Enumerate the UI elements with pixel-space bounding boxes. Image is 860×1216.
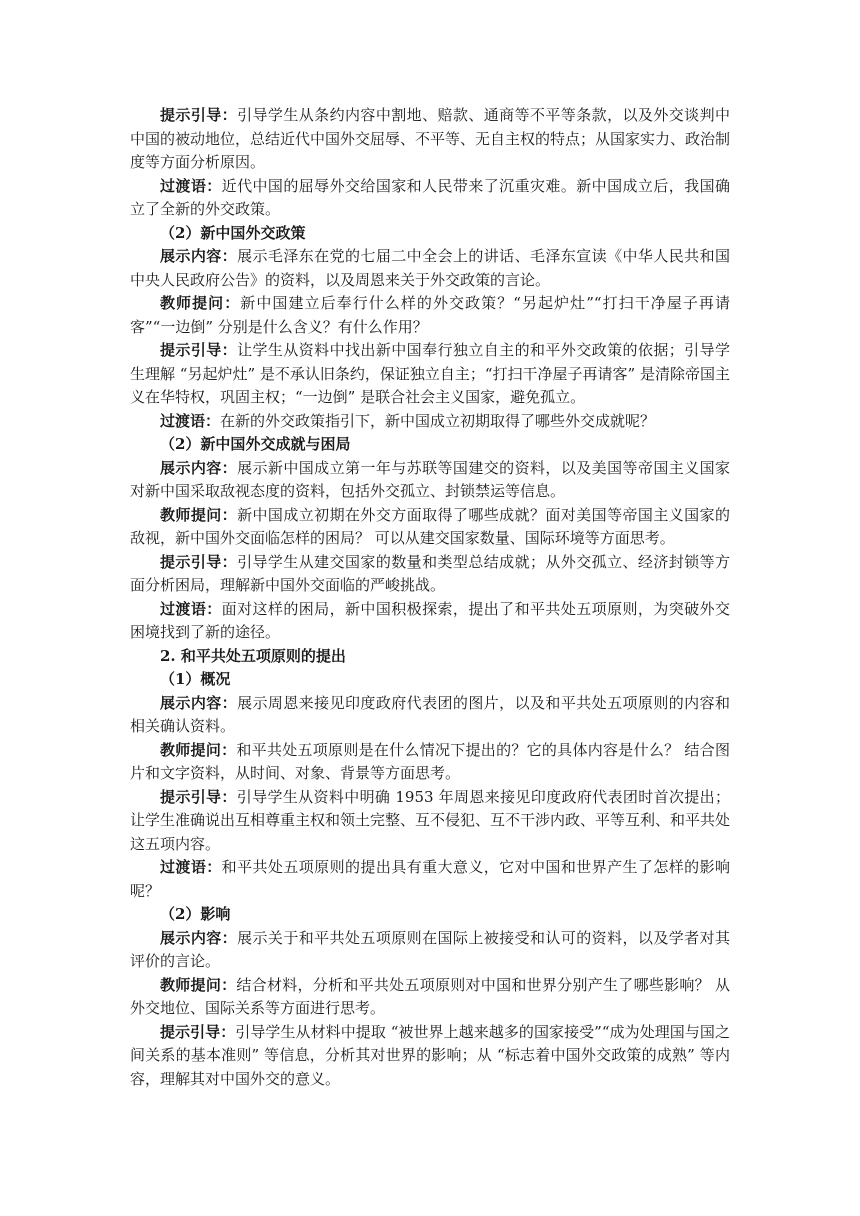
paragraph-guidance [130, 104, 730, 175]
paragraph-display [130, 245, 730, 292]
paragraph-label: 展示内容： [160, 693, 238, 712]
paragraph-guidance [130, 1021, 730, 1092]
paragraph-label: 展示内容： [160, 247, 238, 265]
paragraph-label: 教师提问： [160, 505, 238, 524]
paragraph-label: 教师提问： [160, 740, 237, 759]
paragraph-text: 让学生从资料中找出新中国奉行独立自主的和平外交政策的依据；引导学生理解 “另起炉灶” 是不承认旧条约，保证独立自主；“打扫干净屋子再请客” 是清除帝国主义在华特权，巩固主权；“一边倒” 是联合社会主义国家，避免孤立。 [130, 341, 730, 406]
paragraph-text: 引导学生从材料中提取 “被世界上越来越多的国家接受”“成为处理国与国之间关系的基本准则” 等信息，分析其对世界的影响；从 “标志着中国外交政策的成熟” 等内容，理解其对中国外交的意义。 [130, 1022, 730, 1088]
paragraph-display [130, 927, 730, 974]
paragraph-label: 教师提问： [160, 294, 241, 312]
paragraph-label: 提示引导： [160, 787, 237, 806]
paragraph-text: 展示关于和平共处五项原则在国际上被接受和认可的资料，以及学者对其评价的言论。 [130, 928, 730, 970]
paragraph-label: 展示内容： [160, 928, 238, 947]
paragraph-question [130, 974, 730, 1021]
paragraph-text: 和平共处五项原则是在什么情况下提出的？它的具体内容是什么？ 结合图片和文字资料，从时间、对象、背景等方面思考。 [130, 740, 730, 782]
lesson-plan-body [130, 104, 730, 1091]
paragraph-text: 结合材料，分析和平共处五项原则对中国和世界分别产生了哪些影响？ 从外交地位、国际关系等方面进行思考。 [130, 975, 730, 1017]
paragraph-text: 近代中国的屈辱外交给国家和人民带来了沉重灾难。新中国成立后，我国确立了全新的外交政策。 [130, 176, 730, 218]
paragraph-display [130, 692, 730, 739]
paragraph-text: 展示周恩来接见印度政府代表团的图片，以及和平共处五项原则的内容和相关确认资料。 [130, 693, 730, 735]
paragraph-guidance [130, 551, 730, 598]
paragraph-text: 面对这样的困局，新中国积极探索，提出了和平共处五项原则，为突破外交困境找到了新的途径。 [130, 599, 730, 641]
paragraph-text: 引导学生从条约内容中割地、赔款、通商等不平等条款，以及外交谈判中中国的被动地位，总结近代中国外交屈辱、不平等、无自主权的特点；从国家实力、政治制度等方面分析原因。 [130, 106, 731, 171]
paragraph-label: 提示引导： [160, 106, 238, 124]
paragraph-text: 新中国成立初期在外交方面取得了哪些成就？面对美国等帝国主义国家的敌视，新中国外交面临怎样的困局？ 可以从建交国家数量、国际环境等方面思考。 [130, 505, 730, 547]
paragraph-label: 提示引导： [160, 1022, 236, 1041]
subsection-heading: （1）概况 [160, 670, 231, 688]
paragraph-question [130, 504, 730, 551]
paragraph-label: 教师提问： [160, 975, 237, 994]
paragraph-label: 展示内容： [160, 458, 238, 477]
paragraph-label: 过渡语： [160, 599, 222, 618]
paragraph-text: 新中国建立后奉行什么样的外交政策？“另起炉灶”“打扫干净屋子再请客”“一边倒” 分别是什么含义？有什么作用？ [130, 294, 730, 336]
paragraph-guidance [130, 786, 730, 857]
section-heading: （2）新中国外交成就与困局 [160, 435, 351, 453]
paragraph-label: 过渡语： [160, 411, 221, 430]
paragraph-guidance [130, 339, 730, 410]
paragraph-question [130, 739, 730, 786]
paragraph-question [130, 292, 730, 339]
paragraph-text: 引导学生从资料中明确 1953 年周恩来接见印度政府代表团时首次提出；让学生准确说出互相尊重主权和领土完整、互不侵犯、互不干涉内政、平等互利、和平共处这五项内容。 [130, 787, 731, 853]
paragraph-transition [130, 175, 730, 222]
paragraph-label: 过渡语： [160, 176, 222, 195]
paragraph-label: 过渡语： [160, 858, 222, 876]
paragraph-text: 展示毛泽东在党的七届二中全会上的讲话、毛泽东宣读《中华人民共和国中央人民政府公告》的资料，以及周恩来关于外交政策的言论。 [130, 247, 730, 289]
subsection-heading: （2）影响 [160, 905, 231, 923]
paragraph-text: 引导学生从建交国家的数量和类型总结成就；从外交孤立、经济封锁等方面分析困局，理解新中国外交面临的严峻挑战。 [130, 552, 730, 594]
paragraph-display [130, 457, 730, 504]
paragraph-label: 提示引导： [160, 341, 238, 359]
paragraph-text: 在新的外交政策指引下，新中国成立初期取得了哪些外交成就呢？ [220, 411, 656, 430]
section-heading: （2）新中国外交政策 [160, 223, 306, 242]
paragraph-text: 和平共处五项原则的提出具有重大意义，它对中国和世界产生了怎样的影响呢？ [130, 858, 730, 900]
paragraph-label: 提示引导： [160, 552, 238, 571]
paragraph-transition [130, 410, 730, 434]
paragraph-text: 展示新中国成立第一年与苏联等国建交的资料，以及美国等帝国主义国家对新中国采取敌视态度的资料，包括外交孤立、封锁禁运等信息。 [130, 458, 730, 500]
section-heading: 2. 和平共处五项原则的提出 [160, 646, 346, 665]
paragraph-transition [130, 856, 730, 903]
paragraph-transition [130, 598, 730, 645]
